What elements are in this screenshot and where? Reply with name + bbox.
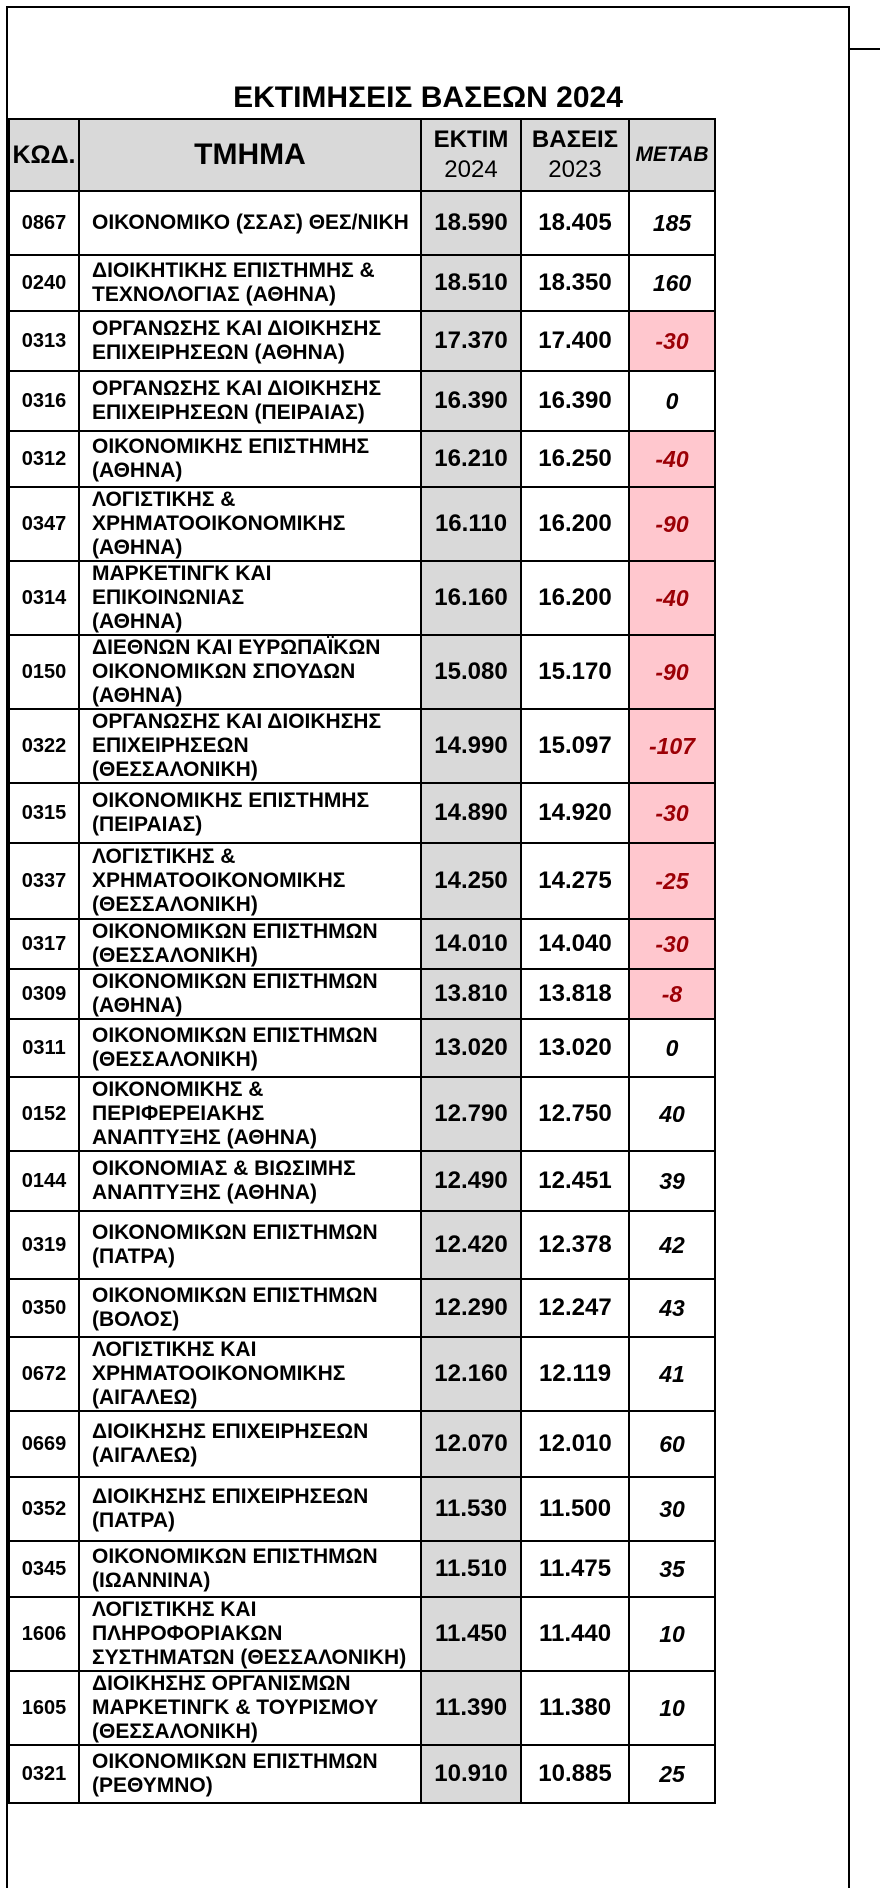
department-line: ΟΙΚΟΝΟΜΙΚΩΝ ΕΠΙΣΤΗΜΩΝ (ΑΘΗΝΑ) [92,970,378,1017]
department-line: ΑΝΑΠΤΥΞΗΣ (ΑΘΗΝΑ) [92,1181,318,1204]
row-estimate-2024: 12.070 [421,1411,521,1477]
table-row [9,783,851,843]
row-base-2023: 15.097 [521,709,629,783]
row-change: -30 [629,919,715,969]
department-line: ΟΡΓΑΝΩΣΗΣ ΚΑΙ ΔΙΟΙΚΗΣΗΣ [92,317,382,340]
department-line: ΕΠΙΧΕΙΡΗΣΕΩΝ (ΠΕΙΡΑΙΑΣ) [92,401,365,424]
row-code: 0314 [9,561,79,635]
department-line: ΟΙΚΟΝΟΜΙΚΩΝ ΕΠΙΣΤΗΜΩΝ [92,920,378,943]
header-code: ΚΩΔ. [9,119,79,191]
table-row [9,255,851,311]
row-estimate-2024: 14.250 [421,843,521,919]
department-line: (ΘΕΣΣΑΛΟΝΙΚΗ) [92,893,258,916]
table-row [9,635,851,709]
department-line: (ΘΕΣΣΑΛΟΝΙΚΗ) [92,1720,258,1743]
row-change: -90 [629,487,715,561]
row-base-2023: 15.170 [521,635,629,709]
department-line: ΤΕΧΝΟΛΟΓΙΑΣ (ΑΘΗΝΑ) [92,283,337,306]
department-line: ΟΙΚΟΝΟΜΙΚΗΣ ΕΠΙΣΤΗΜΗΣ (ΑΘΗΝΑ) [92,435,370,482]
row-base-2023: 10.885 [521,1745,629,1803]
table-row [9,1745,851,1803]
row-code: 0347 [9,487,79,561]
row-base-2023: 11.500 [521,1477,629,1541]
row-change: 60 [629,1411,715,1477]
row-department [79,635,421,709]
department-line: ΣΥΣΤΗΜΑΤΩΝ (ΘΕΣΣΑΛΟΝΙΚΗ) [92,1646,407,1669]
row-code: 0322 [9,709,79,783]
row-code: 0352 [9,1477,79,1541]
row-estimate-2024: 13.020 [421,1019,521,1077]
row-base-2023: 18.405 [521,191,629,255]
row-change: -107 [629,709,715,783]
row-change: 160 [629,255,715,311]
row-base-2023: 12.451 [521,1151,629,1211]
row-estimate-2024: 12.420 [421,1211,521,1279]
row-code: 0672 [9,1337,79,1411]
table-row [9,1279,851,1337]
department-line: ΟΙΚΟΝΟΜΙΚΗΣ & ΠΕΡΙΦΕΡΕΙΑΚΗΣ [92,1078,265,1125]
row-department [79,1477,421,1541]
row-code: 0321 [9,1745,79,1803]
row-base-2023: 12.750 [521,1077,629,1151]
table-row [9,1077,851,1151]
table-row [9,1671,851,1745]
department-line: ΟΙΚΟΝΟΜΙΚΩΝ ΕΠΙΣΤΗΜΩΝ (ΒΟΛΟΣ) [92,1284,378,1331]
department-line: ΔΙΟΙΚΗΣΗΣ ΟΡΓΑΝΙΣΜΩΝ [92,1672,351,1695]
department-line: ΧΡΗΜΑΤΟΟΙΚΟΝΟΜΙΚΗΣ (ΑΘΗΝΑ) [92,512,346,559]
header-base-line2: 2023 [548,156,602,183]
row-code: 0144 [9,1151,79,1211]
table-row [9,1411,851,1477]
row-base-2023: 11.380 [521,1671,629,1745]
row-estimate-2024: 18.590 [421,191,521,255]
row-change: -40 [629,431,715,487]
row-estimate-2024: 13.810 [421,969,521,1019]
row-base-2023: 13.818 [521,969,629,1019]
header-estimate-line1: ΕΚΤΙΜ [433,126,509,153]
row-change: 43 [629,1279,715,1337]
department-line: ΟΡΓΑΝΩΣΗΣ ΚΑΙ ΔΙΟΙΚΗΣΗΣ [92,377,382,400]
table-row [9,1477,851,1541]
row-base-2023: 12.119 [521,1337,629,1411]
row-department [79,431,421,487]
table-row [9,431,851,487]
row-code: 0312 [9,431,79,487]
row-department [79,1077,421,1151]
department-line: ΛΟΓΙΣΤΙΚΗΣ ΚΑΙ ΠΛΗΡΟΦΟΡΙΑΚΩΝ [92,1598,283,1645]
row-code: 0313 [9,311,79,371]
row-code: 0337 [9,843,79,919]
side-column [848,6,880,1888]
row-estimate-2024: 10.910 [421,1745,521,1803]
row-department [79,1337,421,1411]
row-base-2023: 16.200 [521,561,629,635]
row-code: 0867 [9,191,79,255]
row-department [79,783,421,843]
row-change: -8 [629,969,715,1019]
row-code: 0240 [9,255,79,311]
row-base-2023: 11.440 [521,1597,629,1671]
row-change: 40 [629,1077,715,1151]
row-base-2023: 14.275 [521,843,629,919]
row-code: 1605 [9,1671,79,1745]
row-estimate-2024: 16.110 [421,487,521,561]
side-column-divider [850,48,880,50]
row-change: 39 [629,1151,715,1211]
row-estimate-2024: 16.160 [421,561,521,635]
row-department [79,487,421,561]
table-row [9,843,851,919]
row-department [79,1745,421,1803]
row-estimate-2024: 11.390 [421,1671,521,1745]
row-change: 25 [629,1745,715,1803]
row-change: -30 [629,311,715,371]
row-department [79,311,421,371]
row-estimate-2024: 11.510 [421,1541,521,1597]
table-row [9,1151,851,1211]
table-row [9,487,851,561]
row-change: 30 [629,1477,715,1541]
row-department [79,969,421,1019]
row-code: 0669 [9,1411,79,1477]
table-body [9,191,851,1803]
department-line: ΟΙΚΟΝΟΜΙΚΟ (ΣΣΑΣ) ΘΕΣ/ΝΙΚΗ [92,211,409,234]
row-estimate-2024: 14.990 [421,709,521,783]
department-line: (ΙΩΑΝΝΙΝΑ) [92,1569,211,1592]
row-change: 10 [629,1597,715,1671]
row-change: 10 [629,1671,715,1745]
row-code: 0315 [9,783,79,843]
row-department [79,1597,421,1671]
row-estimate-2024: 18.510 [421,255,521,311]
header-row [9,119,851,191]
department-line: ΜΑΡΚΕΤΙΝΓΚ ΚΑΙ ΕΠΙΚΟΙΝΩΝΙΑΣ [92,562,272,609]
department-line: (ΘΕΣΣΑΛΟΝΙΚΗ) [92,944,258,967]
table-row [9,709,851,783]
row-code: 0309 [9,969,79,1019]
row-department [79,843,421,919]
department-line: ΟΙΚΟΝΟΜΙΚΩΝ ΣΠΟΥΔΩΝ (ΑΘΗΝΑ) [92,660,356,707]
department-line: ΔΙΟΙΚΗΣΗΣ ΕΠΙΧΕΙΡΗΣΕΩΝ (ΑΙΓΑΛΕΩ) [92,1420,369,1467]
department-line: (ΠΕΙΡΑΙΑΣ) [92,813,203,836]
department-line: (ΡΕΘΥΜΝΟ) [92,1774,213,1797]
row-estimate-2024: 12.790 [421,1077,521,1151]
row-base-2023: 14.920 [521,783,629,843]
row-code: 0317 [9,919,79,969]
row-change: 185 [629,191,715,255]
row-code: 0316 [9,371,79,431]
department-line: ΜΑΡΚΕΤΙΝΓΚ & ΤΟΥΡΙΣΜΟΥ [92,1696,379,1719]
header-department: ΤΜΗΜΑ [79,119,421,191]
department-line: ΛΟΓΙΣΤΙΚΗΣ & [92,488,236,511]
row-department [79,709,421,783]
row-code: 0350 [9,1279,79,1337]
department-line: ΟΙΚΟΝΟΜΙΚΩΝ ΕΠΙΣΤΗΜΩΝ (ΠΑΤΡΑ) [92,1221,378,1268]
department-line: ΟΙΚΟΝΟΜΙΚΩΝ ΕΠΙΣΤΗΜΩΝ [92,1024,378,1047]
row-change: 0 [629,1019,715,1077]
department-line: ΟΙΚΟΝΟΜΙΚΩΝ ΕΠΙΣΤΗΜΩΝ [92,1750,378,1773]
row-estimate-2024: 12.490 [421,1151,521,1211]
row-department [79,1541,421,1597]
row-base-2023: 12.010 [521,1411,629,1477]
row-department [79,371,421,431]
row-estimate-2024: 12.290 [421,1279,521,1337]
row-department [79,1151,421,1211]
row-code: 1606 [9,1597,79,1671]
table-row [9,311,851,371]
department-line: ΟΙΚΟΝΟΜΙΚΩΝ ΕΠΙΣΤΗΜΩΝ [92,1545,378,1568]
header-base-line1: ΒΑΣΕΙΣ [531,126,619,153]
table-row [9,371,851,431]
header-estimate-line2: 2024 [444,156,498,183]
row-estimate-2024: 11.530 [421,1477,521,1541]
department-line: ΟΙΚΟΝΟΜΙΚΗΣ ΕΠΙΣΤΗΜΗΣ [92,789,370,812]
row-estimate-2024: 16.210 [421,431,521,487]
department-line: ΟΡΓΑΝΩΣΗΣ ΚΑΙ ΔΙΟΙΚΗΣΗΣ [92,710,382,733]
row-estimate-2024: 14.010 [421,919,521,969]
row-estimate-2024: 12.160 [421,1337,521,1411]
table-row [9,1597,851,1671]
row-department [79,1671,421,1745]
department-line: (ΑΘΗΝΑ) [92,610,183,633]
row-change: 35 [629,1541,715,1597]
department-line: ΔΙΟΙΚΗΣΗΣ ΕΠΙΧΕΙΡΗΣΕΩΝ (ΠΑΤΡΑ) [92,1485,369,1532]
table-row [9,1337,851,1411]
row-department [79,1279,421,1337]
row-base-2023: 16.200 [521,487,629,561]
row-base-2023: 18.350 [521,255,629,311]
row-department [79,919,421,969]
header-base [521,119,629,191]
row-base-2023: 12.247 [521,1279,629,1337]
row-estimate-2024: 11.450 [421,1597,521,1671]
department-line: ΧΡΗΜΑΤΟΟΙΚΟΝΟΜΙΚΗΣ [92,869,346,892]
row-change: 42 [629,1211,715,1279]
department-line: ΔΙΕΘΝΩΝ ΚΑΙ ΕΥΡΩΠΑΪΚΩΝ [92,636,381,659]
row-change: -90 [629,635,715,709]
table-row [9,191,851,255]
department-line: ΛΟΓΙΣΤΙΚΗΣ ΚΑΙ [92,1338,257,1361]
row-department [79,1411,421,1477]
row-department [79,561,421,635]
row-estimate-2024: 14.890 [421,783,521,843]
row-base-2023: 11.475 [521,1541,629,1597]
row-department [79,1211,421,1279]
row-change: -40 [629,561,715,635]
department-line: ΟΙΚΟΝΟΜΙΑΣ & ΒΙΩΣΙΜΗΣ [92,1157,356,1180]
row-department [79,255,421,311]
header-change: ΜΕΤΑΒ [629,119,715,191]
row-change: -30 [629,783,715,843]
row-change: 41 [629,1337,715,1411]
table-row [9,1211,851,1279]
row-change: 0 [629,371,715,431]
row-estimate-2024: 16.390 [421,371,521,431]
department-line: ΕΠΙΧΕΙΡΗΣΕΩΝ (ΘΕΣΣΑΛΟΝΙΚΗ) [92,734,258,781]
row-change: -25 [629,843,715,919]
row-code: 0345 [9,1541,79,1597]
row-base-2023: 16.390 [521,371,629,431]
row-code: 0150 [9,635,79,709]
table-row [9,561,851,635]
row-base-2023: 12.378 [521,1211,629,1279]
row-base-2023: 14.040 [521,919,629,969]
table-row [9,1541,851,1597]
row-base-2023: 16.250 [521,431,629,487]
department-line: ΧΡΗΜΑΤΟΟΙΚΟΝΟΜΙΚΗΣ (ΑΙΓΑΛΕΩ) [92,1362,346,1409]
department-line: ΔΙΟΙΚΗΤΙΚΗΣ ΕΠΙΣΤΗΜΗΣ & [92,259,375,282]
table-row [9,1019,851,1077]
estimates-table [8,118,852,1804]
table-row [9,969,851,1019]
table-row [9,919,851,969]
department-line: ΑΝΑΠΤΥΞΗΣ (ΑΘΗΝΑ) [92,1126,318,1149]
row-code: 0311 [9,1019,79,1077]
header-estimate [421,119,521,191]
department-line: (ΘΕΣΣΑΛΟΝΙΚΗ) [92,1048,258,1071]
row-code: 0152 [9,1077,79,1151]
row-department [79,1019,421,1077]
row-department [79,191,421,255]
department-line: ΕΠΙΧΕΙΡΗΣΕΩΝ (ΑΘΗΝΑ) [92,341,345,364]
table-title: ΕΚΤΙΜΗΣΕΙΣ ΒΑΣΕΩΝ 2024 [233,81,623,114]
department-line: ΛΟΓΙΣΤΙΚΗΣ & [92,845,236,868]
row-base-2023: 13.020 [521,1019,629,1077]
row-estimate-2024: 15.080 [421,635,521,709]
row-estimate-2024: 17.370 [421,311,521,371]
row-base-2023: 17.400 [521,311,629,371]
row-code: 0319 [9,1211,79,1279]
